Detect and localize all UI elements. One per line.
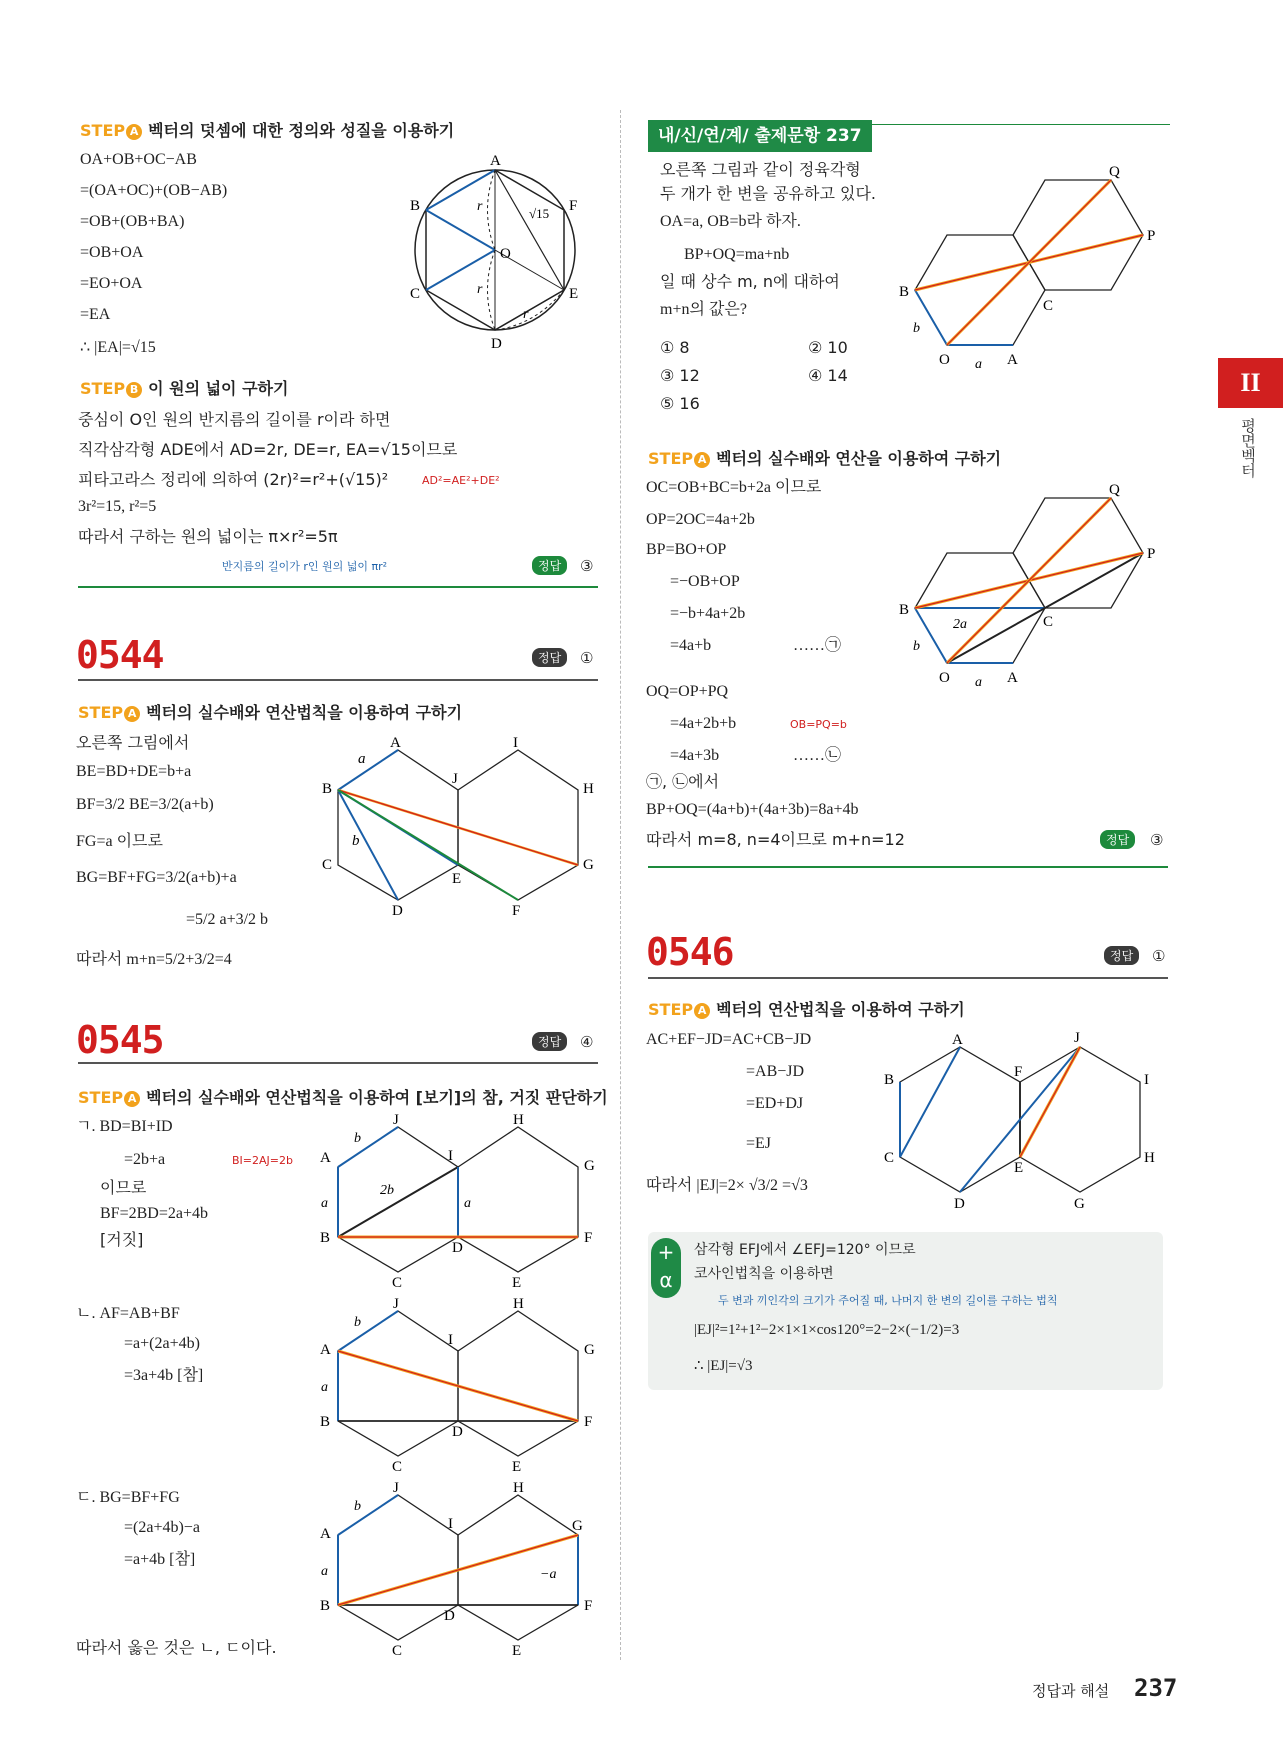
answer-badge: 정답 xyxy=(532,1032,567,1051)
red-note: AD²=AE²+DE² xyxy=(422,474,500,487)
solution-figure xyxy=(895,478,1170,688)
divider xyxy=(648,977,1168,979)
hexagon-figure-3 xyxy=(318,1480,608,1655)
mark-1: ……㉠ xyxy=(793,637,842,654)
label: H xyxy=(513,1296,524,1312)
label: H xyxy=(583,781,594,797)
text-line: 따라서 m=8, n=4이므로 m+n=12 xyxy=(646,830,905,849)
footer-label: 정답과 해설 xyxy=(1032,1682,1110,1700)
label: F xyxy=(1014,1064,1023,1080)
eq-line: BF=3/2 BE=3/2(a+b) xyxy=(76,796,214,813)
label: a xyxy=(321,1196,328,1211)
label: A xyxy=(320,1150,331,1166)
eq-line: =EJ xyxy=(746,1135,772,1152)
answer-badge: 정답 xyxy=(1104,946,1139,965)
eq-line: =EA xyxy=(80,306,111,323)
column-divider xyxy=(620,110,621,1660)
eq-line: BP+OQ=(4a+b)+(4a+3b)=8a+4b xyxy=(646,801,859,818)
eq-line: =3a+4b [참] xyxy=(124,1367,204,1384)
eq-line: 따라서 m+n=5/2+3/2=4 xyxy=(76,951,232,968)
choice-5: ⑤ 16 xyxy=(660,394,700,413)
eq-line: BF=2BD=2a+4b xyxy=(100,1205,208,1222)
hexagon-figure-2 xyxy=(318,1296,608,1471)
label: O xyxy=(939,670,950,686)
eq-line: =OB+OA xyxy=(80,244,144,261)
label: r xyxy=(523,307,529,322)
label: I xyxy=(448,1148,453,1164)
label: C xyxy=(392,1275,403,1287)
label: G xyxy=(584,1342,595,1358)
label: C xyxy=(1043,298,1054,314)
label: D xyxy=(954,1196,965,1212)
label: D xyxy=(444,1608,455,1624)
eq-line: ㄷ. BG=BF+FG xyxy=(76,1489,180,1506)
choice-2: ② 10 xyxy=(808,338,848,357)
eq-line: =OB+(OB+BA) xyxy=(80,213,185,230)
label: A xyxy=(952,1032,963,1048)
eq-line: =4a+2b+b xyxy=(670,715,737,732)
tip-line: 삼각형 EFJ에서 ∠EFJ=120° 이므로 xyxy=(694,1242,916,1258)
label: F xyxy=(512,903,521,915)
eq-line: ∴ |EA|=√15 xyxy=(80,339,156,356)
label: D xyxy=(452,1424,463,1440)
label: B xyxy=(320,1230,331,1246)
label: b xyxy=(354,1315,361,1330)
label: J xyxy=(1074,1032,1080,1046)
divider xyxy=(78,586,598,588)
eq-line: =5/2 a+3/2 b xyxy=(186,911,269,928)
label: P xyxy=(1147,228,1156,244)
answer-value: ① xyxy=(1152,947,1166,965)
text-line: ㉠, ㉡에서 xyxy=(646,772,720,791)
label: H xyxy=(513,1112,524,1128)
question-line: 일 때 상수 m, n에 대하여 xyxy=(660,272,840,291)
label: r xyxy=(477,282,483,297)
text-line: 따라서 구하는 원의 넓이는 π×r²=5π xyxy=(78,527,338,546)
label: B xyxy=(899,284,910,300)
text-line: 이므로 xyxy=(100,1178,147,1197)
label: A xyxy=(390,735,401,751)
label: E xyxy=(512,1459,522,1471)
mark-2: ……㉡ xyxy=(793,747,842,764)
label: 2b xyxy=(380,1183,394,1198)
label: E xyxy=(1014,1160,1024,1176)
eq-line: =a+4b [참] xyxy=(124,1551,196,1568)
label: B xyxy=(322,781,333,797)
label: P xyxy=(1147,546,1156,562)
label: b xyxy=(913,639,920,654)
label: O xyxy=(939,352,950,368)
label: I xyxy=(513,735,518,751)
eq-line: OA+OB+OC−AB xyxy=(80,151,197,168)
label: C xyxy=(884,1150,895,1166)
question-figure xyxy=(895,160,1170,370)
label: I xyxy=(448,1332,453,1348)
label: a xyxy=(464,1196,471,1211)
problem-number: 0545 xyxy=(76,1018,164,1062)
conclusion: 따라서 옳은 것은 ㄴ, ㄷ이다. xyxy=(76,1638,277,1657)
eq-line: 따라서 |EJ|=2× √3/2 =√3 xyxy=(646,1177,808,1194)
label: O xyxy=(500,246,511,262)
label: B xyxy=(320,1598,331,1614)
label: a xyxy=(975,357,982,370)
eq-line: =ED+DJ xyxy=(746,1095,804,1112)
label: r xyxy=(477,199,483,214)
answer-value: ③ xyxy=(580,557,594,575)
answer-value: ① xyxy=(580,649,594,667)
red-note: OB=PQ=b xyxy=(790,718,847,731)
eq-line: =(2a+4b)−a xyxy=(124,1519,200,1536)
label: F xyxy=(584,1230,593,1246)
text-line: 중심이 O인 원의 반지름의 길이를 r이라 하면 xyxy=(78,410,391,429)
label: I xyxy=(1144,1072,1149,1088)
label: B xyxy=(884,1072,895,1088)
label: D xyxy=(491,336,502,352)
text-line: 3r²=15, r²=5 xyxy=(78,498,157,515)
label: D xyxy=(452,1240,463,1256)
label: a xyxy=(358,751,366,767)
eq-line: BP=BO+OP xyxy=(646,541,727,558)
label: J xyxy=(393,1296,399,1312)
label: C xyxy=(410,286,421,302)
blue-note: 반지름의 길이가 r인 원의 넓이 πr² xyxy=(222,560,388,573)
label: G xyxy=(572,1518,583,1534)
answer-badge: 정답 xyxy=(1100,830,1135,849)
label: b xyxy=(354,1499,361,1514)
eq-line: =4a+b xyxy=(670,637,712,654)
eq-line: ㄴ. AF=AB+BF xyxy=(76,1305,180,1322)
label: b xyxy=(352,833,360,849)
divider xyxy=(78,679,598,681)
eq-line: OP=2OC=4a+2b xyxy=(646,511,755,528)
choice-3: ③ 12 xyxy=(660,366,700,385)
label: Q xyxy=(1109,482,1120,498)
label: E xyxy=(512,1275,522,1287)
label: J xyxy=(452,771,458,787)
choice-1: ① 8 xyxy=(660,338,690,357)
label: a xyxy=(321,1564,328,1579)
answer-value: ④ xyxy=(580,1033,594,1051)
chapter-title: 평면벡터 xyxy=(1239,418,1257,478)
label: J xyxy=(393,1480,399,1496)
step-a-heading: STEP A 벡터의 실수배와 연산법칙을 이용하여 [보기]의 참, 거짓 판단하기 xyxy=(78,1088,608,1107)
tip-note: 두 변과 끼인각의 크기가 주어질 때, 나머지 한 변의 길이를 구하는 법칙 xyxy=(718,1294,1058,1307)
label: C xyxy=(392,1643,403,1655)
label: a xyxy=(321,1380,328,1395)
divider xyxy=(78,1062,598,1064)
label: G xyxy=(583,857,594,873)
tip-line: ∴ |EJ|=√3 xyxy=(694,1358,753,1374)
label: A xyxy=(1007,352,1018,368)
eq-line: =(OA+OC)+(OB−AB) xyxy=(80,182,228,199)
label: A xyxy=(320,1526,331,1542)
red-note: BI=2AJ=2b xyxy=(232,1154,293,1167)
text-line: 오른쪽 그림에서 xyxy=(76,733,190,752)
chapter-tab: II xyxy=(1218,358,1283,408)
problem-number: 0546 xyxy=(646,930,734,974)
label: G xyxy=(584,1158,595,1174)
eq-line: =EO+OA xyxy=(80,275,143,292)
label: B xyxy=(899,602,910,618)
label: a xyxy=(975,675,982,688)
plus-alpha-icon: + α xyxy=(651,1238,681,1298)
section-header: 내/신/연/계/ 출제문항 237 xyxy=(648,120,872,152)
double-hexagon-figure xyxy=(318,735,608,915)
hexagon-figure-1 xyxy=(318,1112,608,1287)
text-line: 피타고라스 정리에 의하여 (2r)²=r²+(√15)² xyxy=(78,470,389,489)
eq-line: =−b+4a+2b xyxy=(670,605,746,622)
circle-hexagon-figure xyxy=(405,150,595,360)
answer-badge: 정답 xyxy=(532,556,567,575)
label: E xyxy=(569,286,579,302)
label: −a xyxy=(540,1567,557,1582)
choice-4: ④ 14 xyxy=(808,366,848,385)
step-b-heading: STEP B 이 원의 넓이 구하기 xyxy=(80,379,289,398)
label: A xyxy=(1007,670,1018,686)
question-line: m+n의 값은? xyxy=(660,301,747,318)
eq-line: OC=OB+BC=b+2a 이므로 xyxy=(646,479,822,496)
label: E xyxy=(512,1643,522,1655)
label: F xyxy=(569,198,578,214)
question-line: BP+OQ=ma+nb xyxy=(684,246,790,263)
step-a-heading: STEP A 벡터의 실수배와 연산을 이용하여 구하기 xyxy=(648,449,1002,468)
label: F xyxy=(584,1598,593,1614)
problem-number: 0544 xyxy=(76,633,164,677)
label: A xyxy=(320,1342,331,1358)
eq-line: ㄱ. BD=BI+ID xyxy=(76,1118,173,1135)
label: C xyxy=(392,1459,403,1471)
label: F xyxy=(584,1414,593,1430)
step-a-heading: STEP A 벡터의 연산법칙을 이용하여 구하기 xyxy=(648,1000,965,1019)
label: B xyxy=(320,1414,331,1430)
label: Q xyxy=(1109,164,1120,180)
answer-badge: 정답 xyxy=(532,648,567,667)
question-line: 오른쪽 그림과 같이 정육각형 xyxy=(660,160,861,179)
eq-line: =2b+a xyxy=(124,1151,166,1168)
eq-line: =−OB+OP xyxy=(670,573,740,590)
page-number: 237 xyxy=(1134,1674,1178,1702)
label: G xyxy=(1074,1196,1085,1212)
eq-line: AC+EF−JD=AC+CB−JD xyxy=(646,1031,812,1048)
question-line: OA=a, OB=b라 하자. xyxy=(660,213,801,230)
eq-line: =a+(2a+4b) xyxy=(124,1335,200,1352)
eq-line: =AB−JD xyxy=(746,1063,805,1080)
label: b xyxy=(354,1131,361,1146)
answer-value: ③ xyxy=(1150,831,1164,849)
tip-line: 코사인법칙을 이용하면 xyxy=(694,1266,834,1282)
step-a-heading: STEP A 벡터의 덧셈에 대한 정의와 성질을 이용하기 xyxy=(80,121,455,140)
eq-line: OQ=OP+PQ xyxy=(646,683,729,700)
label: I xyxy=(448,1516,453,1532)
label: C xyxy=(322,857,333,873)
label: √15 xyxy=(529,206,550,221)
label: E xyxy=(452,871,462,887)
step-a-heading: STEP A 벡터의 실수배와 연산법칙을 이용하여 구하기 xyxy=(78,703,463,722)
label: 2a xyxy=(953,617,967,632)
eq-line: FG=a 이므로 xyxy=(76,833,163,850)
text-line: 직각삼각형 ADE에서 AD=2r, DE=r, EA=√15이므로 xyxy=(78,440,458,459)
hexagon-figure-0546 xyxy=(880,1032,1170,1212)
question-line: 두 개가 한 변을 공유하고 있다. xyxy=(660,184,876,203)
eq-line: BE=BD+DE=b+a xyxy=(76,763,192,780)
label: H xyxy=(513,1480,524,1496)
divider xyxy=(872,124,1170,125)
label: B xyxy=(410,198,421,214)
eq-line: BG=BF+FG=3/2(a+b)+a xyxy=(76,869,237,886)
label: b xyxy=(913,321,920,336)
label: H xyxy=(1144,1150,1155,1166)
label: A xyxy=(490,153,501,169)
text-line: [거짓] xyxy=(100,1230,144,1249)
label: D xyxy=(392,903,403,915)
tip-line: |EJ|²=1²+1²−2×1×1×cos120°=2−2×(−1/2)=3 xyxy=(694,1322,960,1338)
label: J xyxy=(393,1112,399,1128)
divider xyxy=(648,866,1168,868)
eq-line: =4a+3b xyxy=(670,747,720,764)
label: C xyxy=(1043,614,1054,630)
